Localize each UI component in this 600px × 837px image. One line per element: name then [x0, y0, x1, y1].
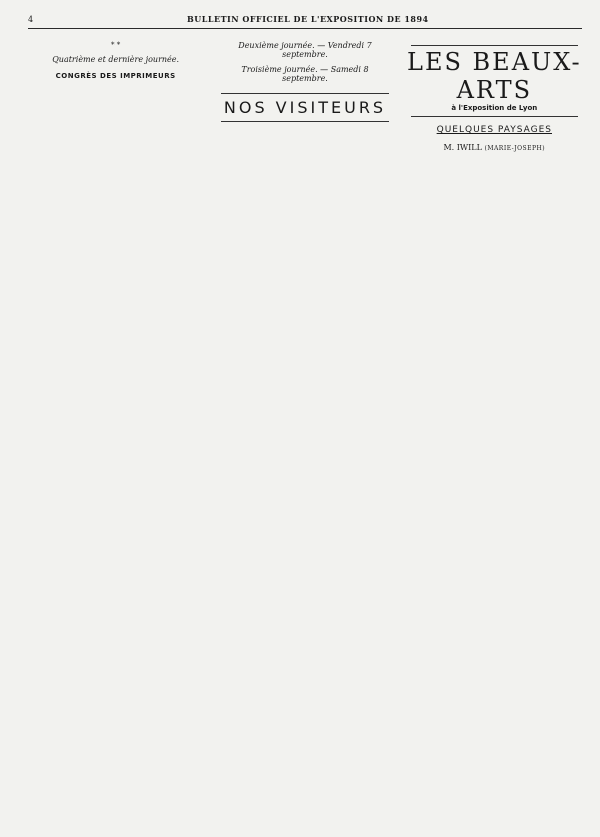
- section-stars: * *: [111, 41, 121, 49]
- nos-visiteurs-banner: [217, 93, 392, 122]
- nos-visiteurs-title: NOS VISITEURS: [223, 98, 387, 117]
- banner-rule-bottom: [221, 121, 388, 122]
- column-3: [407, 35, 582, 825]
- congres-imprimeurs-heading: CONGRÈS DES IMPRIMEURS: [55, 72, 176, 80]
- running-header: [28, 14, 582, 29]
- column-2: [217, 35, 392, 825]
- column-1: [28, 35, 203, 825]
- running-title: BULLETIN OFFICIEL DE L'EXPOSITION DE 1894: [186, 14, 429, 24]
- article-columns: [28, 35, 582, 825]
- day3-heading: Troisième journée. — Samedi 8 septembre.: [241, 65, 369, 83]
- col1-italic-heading: Quatrième et dernière journée.: [52, 55, 180, 64]
- beaux-arts-rule-bottom: [411, 116, 578, 117]
- beaux-arts-banner: [407, 45, 582, 117]
- artist-name: M. IWILL: [443, 143, 482, 152]
- artist-heading: [407, 143, 582, 152]
- beaux-arts-title: LES BEAUX-ARTS: [407, 48, 582, 104]
- beaux-arts-subtitle: à l'Exposition de Lyon: [451, 104, 538, 112]
- page-number: 4: [28, 15, 34, 24]
- day2-heading: Deuxième journée. — Vendredi 7 septembre.: [238, 41, 372, 59]
- artist-name-detail: (MARIE-JOSEPH): [484, 145, 546, 152]
- quelques-paysages-heading: QUELQUES PAYSAGES: [436, 125, 552, 135]
